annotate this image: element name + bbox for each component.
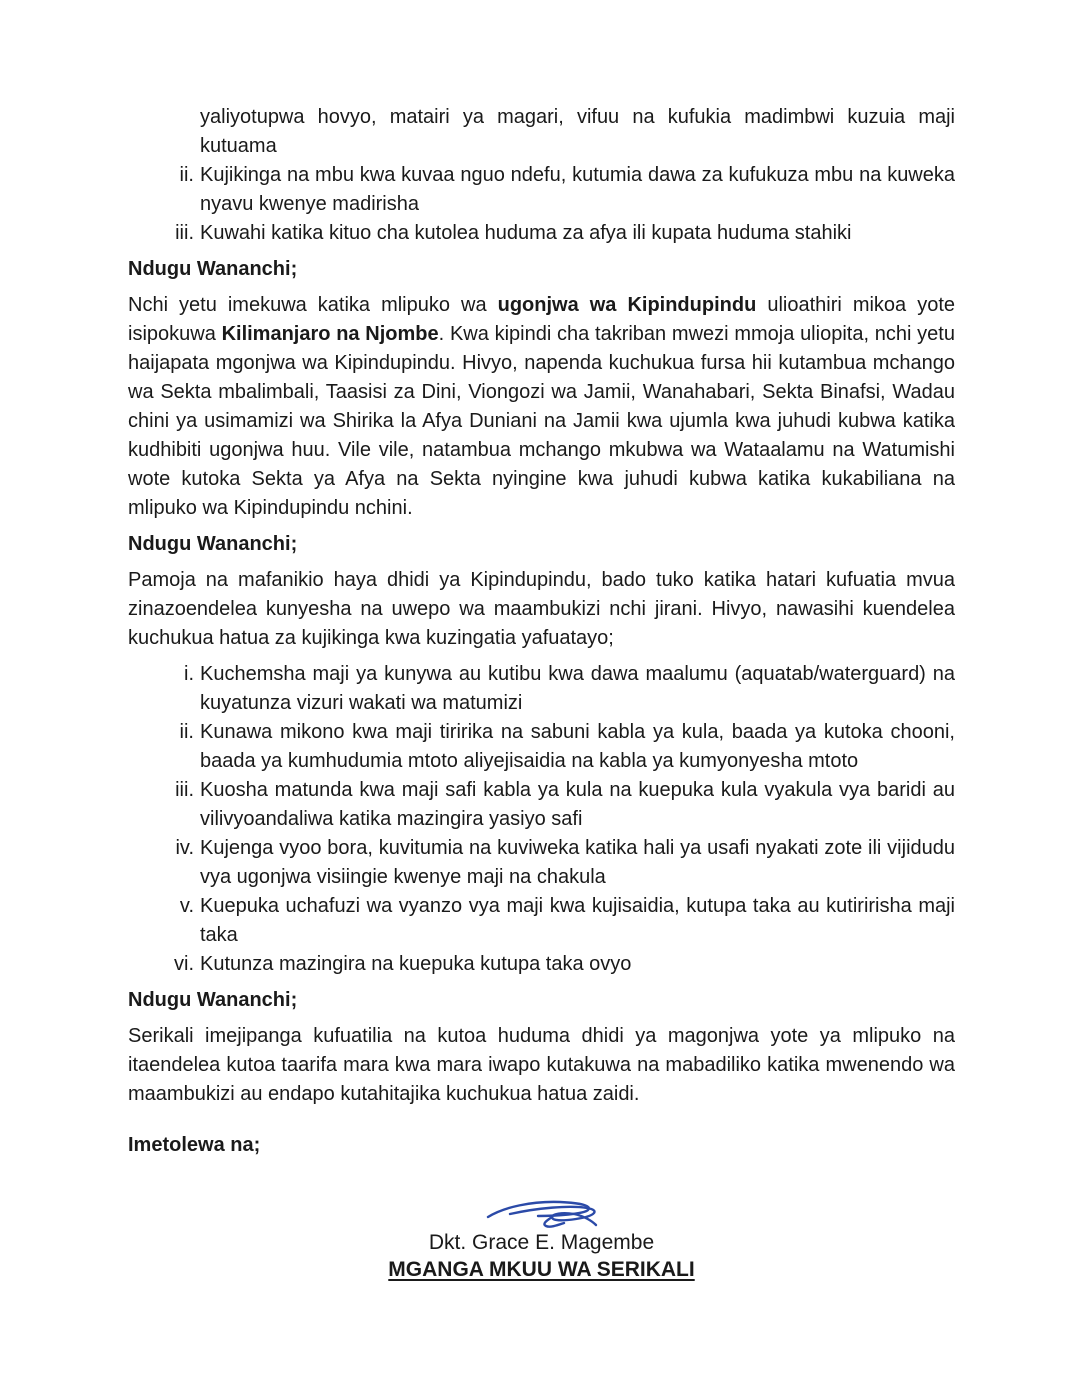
paragraph xyxy=(128,291,955,523)
list-item xyxy=(128,776,955,834)
paragraph-text: . Kwa kipindi cha takriban mwezi mmoja uliopita, nchi yetu haijapata mgonjwa wa Kipindupindu. Hivyo, napenda kuchukua fursa hii kutambua mchango wa Sekta mbalimbali, Taasisi za Dini, Viongozi wa Jamii, Wanahabari, Sekta Binafsi, Wadau chini ya usimamizi wa Shirika la Afya Duniani na Jamii kwa ujumla kwa juhudi kubwa katika kudhibiti ugonjwa huu. Vile vile, natambua mchango mkubwa wa Wataalamu na Watumishi wote kutoka Sekta ya Afya na Sekta nyingine kwa juhudi kubwa katika kukabiliana na mlipuko wa Kipindupindu nchini. xyxy=(128,323,955,519)
paragraph-text: Nchi yetu imekuwa katika mlipuko wa xyxy=(128,294,498,316)
bold-phrase: ugonjwa wa Kipindupindu xyxy=(497,294,757,316)
list-item-text: Kuwahi katika kituo cha kutolea huduma za afya ili kupata huduma stahiki xyxy=(200,222,852,244)
list-item xyxy=(128,950,955,979)
list-item-number: ii. xyxy=(179,164,194,186)
list-item xyxy=(128,103,955,161)
paragraph-text: ulioathiri mikoa yote isipokuwa xyxy=(128,294,956,345)
list-item xyxy=(128,219,955,248)
list-item-text: Kuosha matunda kwa maji safi kabla ya kula na kuepuka kula vyakula vya baridi au vilivyoandaliwa katika mazingira yasiyo safi xyxy=(200,779,955,830)
list-item xyxy=(128,718,955,776)
list-item-text: Kujikinga na mbu kwa kuvaa nguo ndefu, kutumia dawa za kufukuza mbu na kuweka nyavu kwenye madirisha xyxy=(200,164,955,215)
list-item-number: ii. xyxy=(179,721,194,743)
list-item-text: Kujenga vyoo bora, kuvitumia na kuviweka katika hali ya usafi nyakati zote ili vijidudu vya ugonjwa visiingie kwenye maji na chakula xyxy=(200,837,955,888)
list-item xyxy=(128,892,955,950)
list-item-text: Kutunza mazingira na kuepuka kutupa taka ovyo xyxy=(200,953,632,975)
list-item xyxy=(128,161,955,219)
list-item-text: Kuepuka uchafuzi wa vyanzo vya maji kwa kujisaidia, kutupa taka au kutiririsha maji taka xyxy=(200,895,955,946)
list-item-number: iii. xyxy=(175,222,194,244)
list-item-number: i. xyxy=(184,663,194,685)
list-item xyxy=(128,834,955,892)
carryover-list xyxy=(128,103,955,248)
signatory-name: Dkt. Grace E. Magembe xyxy=(428,1231,655,1254)
issued-by-label: Imetolewa na; xyxy=(128,1134,261,1156)
list-item xyxy=(128,660,955,718)
list-item-text: Kunawa mikono kwa maji tiririka na sabuni kabla ya kula, baada ya kutoka chooni, baada ya kumhudumia mtoto aliyejisaidia na kabla ya kumyonyesha mtoto xyxy=(200,721,955,772)
paragraph: Serikali imejipanga kufuatilia na kutoa huduma dhidi ya magonjwa yote ya mlipuko na itaendelea kutoa taarifa mara kwa mara iwapo kutakuwa na mabadiliko katika mwenendo wa maambukizi au endapo kutahitajika kuchukua hatua zaidi. xyxy=(128,1025,955,1105)
list-item-text: yaliyotupwa hovyo, matairi ya magari, vifuu na kufukia madimbwi kuzuia maji kutuama xyxy=(200,106,955,157)
signature-block xyxy=(128,1196,955,1283)
signatory-title: MGANGA MKUU WA SERIKALI xyxy=(388,1258,695,1281)
section-heading: Ndugu Wananchi; xyxy=(128,258,298,280)
paragraph: Pamoja na mafanikio haya dhidi ya Kipindupindu, bado tuko katika hatari kufuatia mvua zinazoendelea kunyesha na uwepo wa maambukizi nchi jirani. Hivyo, nawasihi kuendelea kuchukua hatua za kujikinga kwa kuzingatia yafuatayo; xyxy=(128,569,955,649)
list-item-number: iii. xyxy=(175,779,194,801)
list-item-number: v. xyxy=(179,895,194,917)
list-item-text: Kuchemsha maji ya kunywa au kutibu kwa dawa maalumu (aquatab/waterguard) na kuyatunza vizuri wakati wa matumizi xyxy=(200,663,955,714)
prevention-list xyxy=(128,660,955,979)
section-heading: Ndugu Wananchi; xyxy=(128,989,298,1011)
bold-phrase: Kilimanjaro na Njombe xyxy=(221,323,439,345)
list-item-number: vi. xyxy=(174,953,194,975)
list-item-number: iv. xyxy=(175,837,194,859)
section-heading: Ndugu Wananchi; xyxy=(128,533,298,555)
